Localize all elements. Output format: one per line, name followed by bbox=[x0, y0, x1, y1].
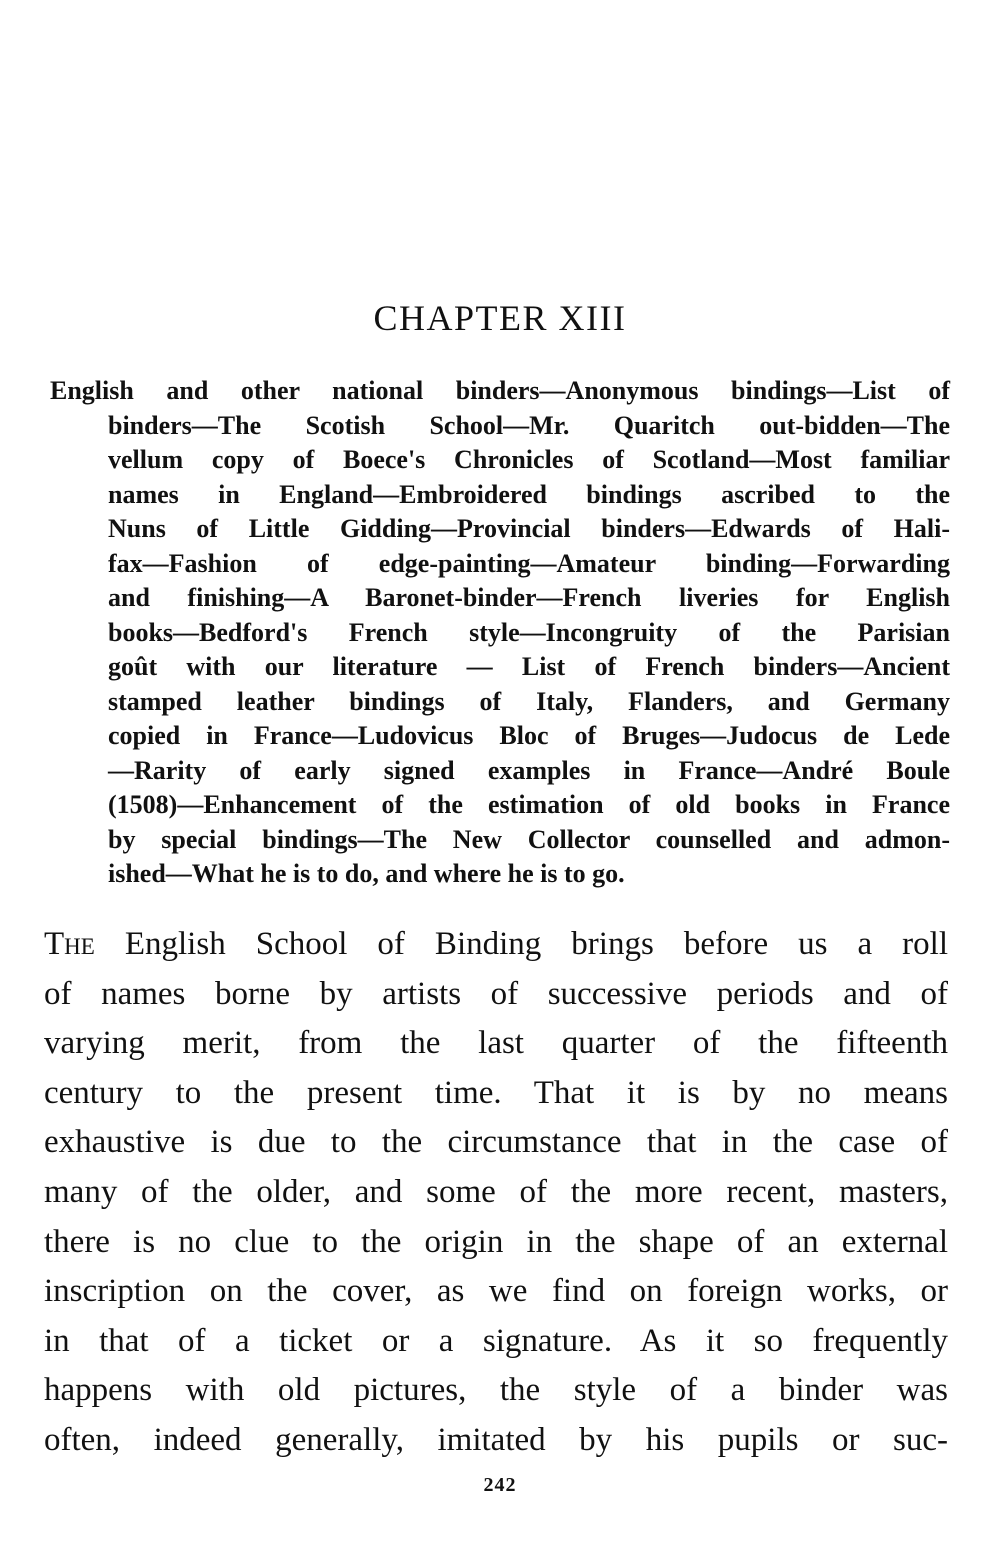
summary-line: stamped leather bindings of Italy, Flanders, and Germany bbox=[108, 686, 950, 716]
body-first-line bbox=[44, 920, 948, 970]
summary-line: ished—What he is to do, and where he is to go. bbox=[108, 859, 625, 888]
summary-line: goût with our literature — List of French binders—Ancient bbox=[108, 652, 950, 681]
summary-line: Nuns of Little Gidding—Provincial binders—Edwards of Hali- bbox=[108, 514, 950, 543]
body-line: century to the present time. That it is by no means bbox=[44, 1074, 948, 1111]
body-line: many of the older, and some of the more recent, masters, bbox=[44, 1173, 948, 1210]
body-line: in that of a ticket or a signature. As it so frequently bbox=[44, 1322, 948, 1359]
summary-line: fax—Fashion of edge-painting—Amateur binding—Forwarding bbox=[108, 548, 950, 578]
first-line-text: English School of Binding brings before us a roll bbox=[94, 926, 948, 962]
body-line: exhaustive is due to the circumstance that in the case of bbox=[44, 1124, 948, 1161]
opening-word: The bbox=[44, 926, 95, 962]
summary-line: (1508)—Enhancement of the estimation of old books in France bbox=[108, 790, 950, 819]
chapter-summary bbox=[50, 374, 950, 892]
page-number: 242 bbox=[483, 1474, 517, 1496]
summary-line: names in England—Embroidered bindings ascribed to the bbox=[108, 479, 950, 509]
summary-line: and finishing—A Baronet-binder—French liveries for English bbox=[108, 583, 950, 612]
body-paragraph bbox=[44, 920, 948, 1466]
summary-line: binders—The Scotish School—Mr. Quaritch out-bidden—The bbox=[108, 410, 950, 440]
body-line: varying merit, from the last quarter of the fifteenth bbox=[44, 1025, 948, 1062]
summary-line: —Rarity of early signed examples in France—André Boule bbox=[108, 755, 950, 785]
body-line: often, indeed generally, imitated by his pupils or suc- bbox=[44, 1421, 948, 1458]
summary-line: by special bindings—The New Collector counselled and admon- bbox=[108, 824, 950, 854]
summary-line: books—Bedford's French style—Incongruity of the Parisian bbox=[108, 617, 950, 647]
body-line: of names borne by artists of successive periods and of bbox=[44, 975, 948, 1012]
summary-line: English and other national binders—Anonymous bindings—List of bbox=[50, 376, 950, 405]
summary-line: vellum copy of Boece's Chronicles of Scotland—Most familiar bbox=[108, 445, 950, 474]
body-line: there is no clue to the origin in the shape of an external bbox=[44, 1223, 948, 1260]
body-line: happens with old pictures, the style of a binder was bbox=[44, 1372, 948, 1409]
chapter-title: CHAPTER XIII bbox=[373, 298, 627, 338]
summary-line: copied in France—Ludovicus Bloc of Bruges—Judocus de Lede bbox=[108, 721, 950, 750]
body-line: inscription on the cover, as we find on foreign works, or bbox=[44, 1273, 948, 1310]
